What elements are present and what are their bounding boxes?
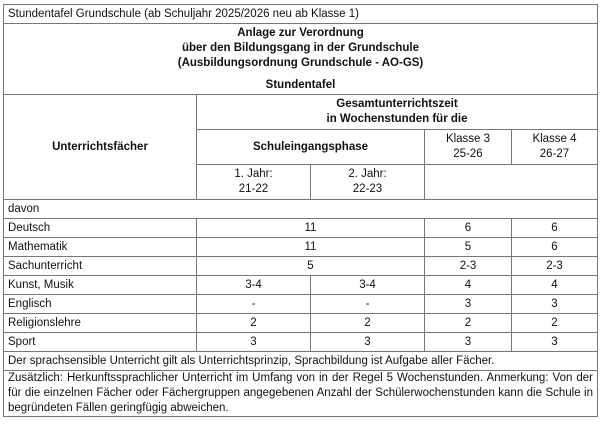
klasse4-cell: 6 bbox=[512, 219, 598, 238]
klasse3-header bbox=[425, 130, 512, 165]
klasse3-cell: 4 bbox=[425, 276, 512, 295]
klasse3-cell: 3 bbox=[425, 333, 512, 352]
note-heritage-language: Zusätzlich: Herkunftssprachlicher Unterricht im Umfang von in der Regel 5 Wochenstunden. Anmerkung: Von der für die einzelnen Fächer oder Fächergruppen angegebenen Anzahl der Schülerwochenstunden kann die Schule in begründeten Fällen geringfügig abweichen. bbox=[4, 371, 598, 417]
document-caption: Stundentafel Grundschule (ab Schuljahr 2025/2026 neu ab Klasse 1) bbox=[4, 5, 598, 24]
stundentafel-table bbox=[3, 4, 598, 417]
empty-header-cell bbox=[425, 165, 598, 200]
phase-total-cell: 5 bbox=[197, 257, 425, 276]
klasse3-header-line-1: Klasse 3 bbox=[445, 133, 491, 145]
year1-cell: 3 bbox=[197, 333, 311, 352]
klasse4-cell: 4 bbox=[512, 276, 598, 295]
heading-line-1: Anlage zur Verordnung bbox=[237, 26, 364, 39]
table-row bbox=[4, 257, 598, 276]
klasse4-header-line-1: Klasse 4 bbox=[532, 133, 577, 145]
klasse4-header bbox=[512, 130, 598, 165]
subjects-header: Unterrichtsfächer bbox=[4, 95, 197, 200]
davon-row bbox=[4, 200, 598, 219]
subject-cell: Sport bbox=[4, 333, 197, 352]
subject-cell: Religionslehre bbox=[4, 314, 197, 333]
subject-cell: Kunst, Musik bbox=[4, 276, 197, 295]
note-language-principle: Der sprachsensible Unterricht gilt als Unterrichtsprinzip, Sprachbildung ist Aufgabe aller Fächer. bbox=[4, 352, 598, 371]
subject-cell: Sachunterricht bbox=[4, 257, 197, 276]
klasse4-header-line-2: 26-27 bbox=[539, 148, 570, 160]
klasse4-cell: 2 bbox=[512, 314, 598, 333]
total-time-header bbox=[197, 95, 598, 130]
klasse3-cell: 2 bbox=[425, 314, 512, 333]
davon-label: davon bbox=[4, 200, 598, 219]
klasse3-cell: 6 bbox=[425, 219, 512, 238]
total-time-header-line-2: in Wochenstunden für die bbox=[326, 113, 468, 125]
phase-header: Schuleingangsphase bbox=[197, 130, 425, 165]
year2-header bbox=[311, 165, 425, 200]
subject-cell: Mathematik bbox=[4, 238, 197, 257]
klasse4-cell: 3 bbox=[512, 295, 598, 314]
klasse4-cell: 2-3 bbox=[512, 257, 598, 276]
table-row bbox=[4, 295, 598, 314]
subject-cell: Deutsch bbox=[4, 219, 197, 238]
year1-cell: 2 bbox=[197, 314, 311, 333]
year2-cell: 3 bbox=[311, 333, 425, 352]
klasse3-cell: 3 bbox=[425, 295, 512, 314]
subject-cell: Englisch bbox=[4, 295, 197, 314]
year2-header-line-1: 2. Jahr: bbox=[348, 168, 387, 180]
year1-header bbox=[197, 165, 311, 200]
year2-cell: - bbox=[311, 295, 425, 314]
table-row bbox=[4, 333, 598, 352]
heading-line-3: (Ausbildungsordnung Grundschule - AO-GS) bbox=[177, 56, 424, 69]
note-row-2 bbox=[4, 371, 598, 417]
year1-header-line-1: 1. Jahr: bbox=[234, 168, 273, 180]
klasse3-cell: 5 bbox=[425, 238, 512, 257]
klasse4-cell: 6 bbox=[512, 238, 598, 257]
heading-line-4: Stundentafel bbox=[265, 78, 336, 91]
year1-cell: - bbox=[197, 295, 311, 314]
header-row-1 bbox=[4, 95, 598, 130]
total-time-header-line-1: Gesamtunterrichtszeit bbox=[336, 98, 458, 110]
klasse3-cell: 2-3 bbox=[425, 257, 512, 276]
year1-header-line-2: 21-22 bbox=[238, 183, 269, 195]
table-row bbox=[4, 238, 598, 257]
klasse4-cell: 3 bbox=[512, 333, 598, 352]
year2-cell: 2 bbox=[311, 314, 425, 333]
phase-total-cell: 11 bbox=[197, 219, 425, 238]
year1-cell: 3-4 bbox=[197, 276, 311, 295]
table-row bbox=[4, 276, 598, 295]
document-heading bbox=[4, 24, 598, 95]
heading-line-2: über den Bildungsgang in der Grundschule bbox=[181, 41, 420, 54]
phase-total-cell: 11 bbox=[197, 238, 425, 257]
note-row-1 bbox=[4, 352, 598, 371]
year2-header-line-2: 22-23 bbox=[352, 183, 383, 195]
caption-row bbox=[4, 5, 598, 24]
year2-cell: 3-4 bbox=[311, 276, 425, 295]
table-row bbox=[4, 219, 598, 238]
table-row bbox=[4, 314, 598, 333]
heading-row bbox=[4, 24, 598, 95]
klasse3-header-line-2: 25-26 bbox=[453, 148, 483, 160]
